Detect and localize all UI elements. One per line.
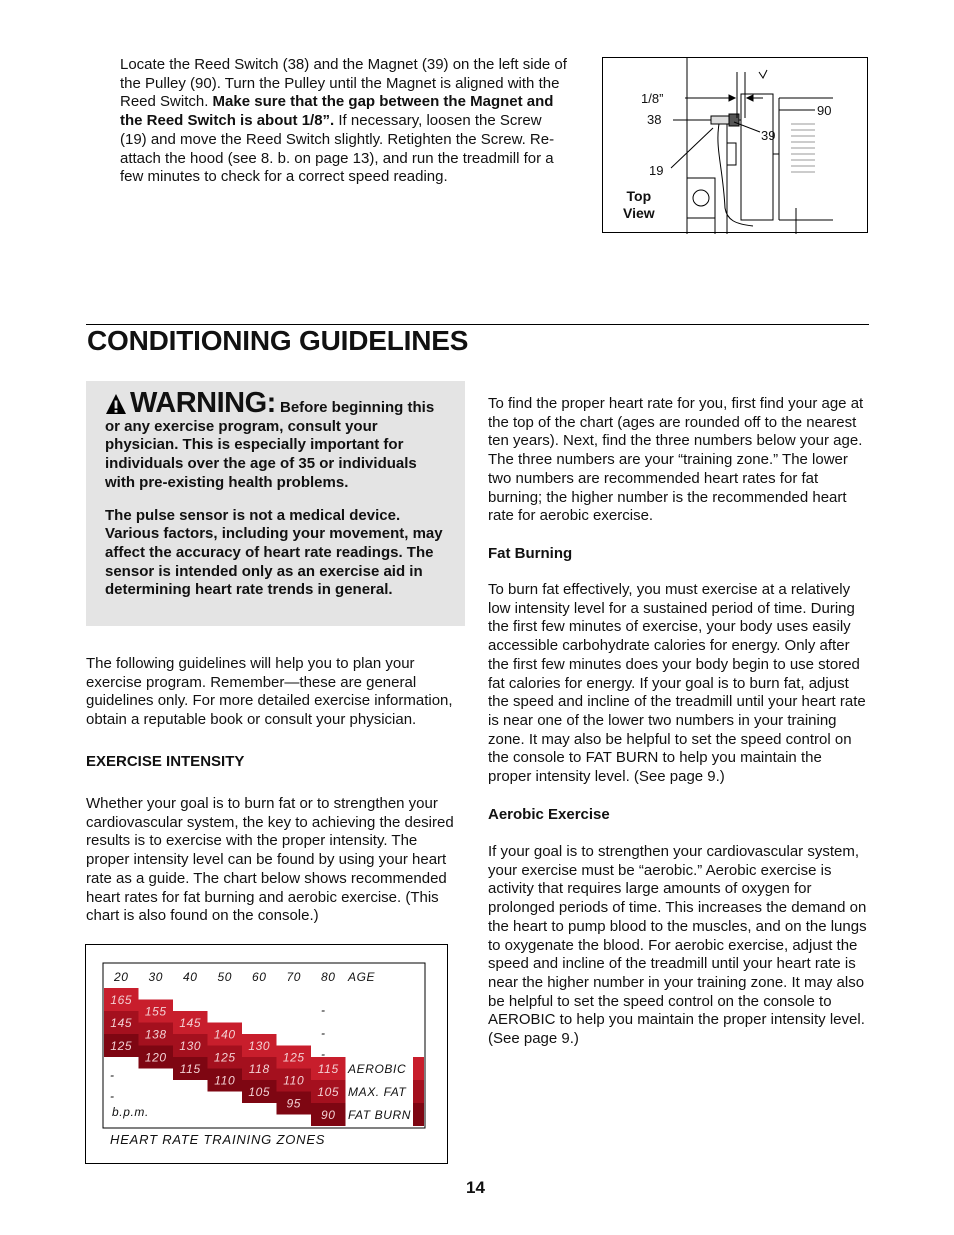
guidelines-paragraph: The following guidelines will help you to plan your exercise program. Remember—these are general guidelines only. For more detailed exercise information, obtain a reputable book or consult your physician. xyxy=(86,655,453,729)
zone-value-label: 110 xyxy=(283,1073,305,1088)
intro-paragraph: Locate the Reed Switch (38) and the Magnet (39) on the left side of the Pulley (90). Turn the Pulley until the Magnet is aligned with the Reed Switch. Make sure that the gap between the Magnet and the Reed Switch is about 1/8”. If necessary, loosen the Screw (19) and move the Reed Switch slightly. Retighten the Screw. Re-attach the hood (see 8. b. on page 13), and run the treadmill for a few minutes to check for a correct speed reading. xyxy=(120,56,567,186)
heart-rate-chart-svg xyxy=(86,945,449,1165)
age-tick-label: 70 xyxy=(286,970,302,984)
fat-burning-paragraph: To burn fat effectively, you must exercise at a relatively low intensity level for a sustained period of time. During the first few minutes of exercise, your body uses easily accessible carbohydrate calories for energy. Only after the first few minutes does your body begin to use stored fat calories for energy. If your goal is to burn fat, adjust the speed and incline of the treadmill until your heart rate is near one of the lower two numbers in your training zone. It may also be helpful to set the speed control on the console to FAT BURN to help you maintain the proper intensity level. (See page 9.) xyxy=(488,581,866,786)
dash-marker: - xyxy=(321,1003,326,1017)
zone-value-label: 155 xyxy=(144,1004,167,1019)
zone-color-strip xyxy=(413,1103,424,1126)
zone-value-label: 105 xyxy=(317,1085,340,1099)
top-view-label: Top View xyxy=(623,188,655,221)
zone-value-label: 138 xyxy=(144,1027,167,1042)
aerobic-paragraph: If your goal is to strengthen your cardiovascular system, your exercise must be “aerobic.” Aerobic exercise is activity that requires large amounts of oxygen for prolonged periods of time. This increases the demand on the heart to pump blood to the muscles, and on the lungs to oxygenate the blood. For aerobic exercise, adjust the speed and incline of the treadmill until your heart rate is near the higher number in your training zone. It may also be helpful to set the speed control on the console to AEROBIC to help you maintain the proper intensity level. (See page 9.) xyxy=(488,843,867,1048)
reed-switch-figure xyxy=(602,57,868,233)
section-title: CONDITIONING GUIDELINES xyxy=(87,325,469,356)
label-90: 90 xyxy=(817,103,832,118)
zone-value-label: 130 xyxy=(248,1039,271,1053)
zone-value-label: 145 xyxy=(110,1016,133,1030)
age-tick-label: 20 xyxy=(113,970,129,984)
zone-value-label: 115 xyxy=(179,1062,201,1076)
age-tick-label: 50 xyxy=(217,970,233,984)
dash-marker: - xyxy=(110,1089,115,1103)
label-19: 19 xyxy=(649,163,664,178)
zone-value-label: 125 xyxy=(213,1050,236,1065)
zone-value-label: 125 xyxy=(110,1039,133,1053)
zone-value-label: 165 xyxy=(110,993,133,1007)
zone-series-label: AEROBIC xyxy=(348,1062,407,1076)
zone-value-label: 120 xyxy=(144,1050,167,1065)
age-tick-label: 60 xyxy=(251,970,267,984)
zone-value-label: 95 xyxy=(286,1096,302,1111)
zone-value-label: 125 xyxy=(282,1050,305,1065)
zone-color-strip xyxy=(413,1080,424,1103)
age-tick-label: 40 xyxy=(182,970,198,984)
zone-value-label: 110 xyxy=(214,1073,236,1088)
unit-label: b.p.m. xyxy=(112,1105,149,1119)
chart-title: HEART RATE TRAINING ZONES xyxy=(110,1132,326,1147)
right-intro-paragraph: To find the proper heart rate for you, first find your age at the top of the chart (ages are rounded off to the nearest ten years). Next, find the three numbers below your age. The three numbers are your “training zone.” The lower two numbers are recommended heart rates for fat burning; the higher number is the recommended heart rate for aerobic exercise. xyxy=(488,395,864,525)
zone-value-label: 105 xyxy=(248,1085,271,1099)
dash-marker: - xyxy=(110,1068,115,1082)
page-number: 14 xyxy=(466,1178,485,1197)
warning-triangle-icon xyxy=(105,393,127,415)
zone-series-label: MAX. FAT xyxy=(348,1085,407,1099)
label-39: 39 xyxy=(761,128,776,143)
fat-burning-heading: Fat Burning xyxy=(488,545,573,562)
warning-heading: WARNING: xyxy=(130,387,276,419)
zone-value-label: 118 xyxy=(248,1062,270,1076)
exercise-intensity-heading: EXERCISE INTENSITY xyxy=(86,753,245,770)
age-tick-label: 30 xyxy=(148,970,164,984)
zone-value-label: 90 xyxy=(320,1108,336,1122)
gap-label: 1/8” xyxy=(641,91,664,106)
label-38: 38 xyxy=(647,112,662,127)
warning-paragraph-1: WARNING: Before beginning this or any exercise program, consult your physician. This is especially important for individuals over the age of 35 or individuals with pre-existing health problems. xyxy=(105,387,435,491)
zone-series-label: FAT BURN xyxy=(348,1108,412,1122)
zone-value-label: 140 xyxy=(213,1027,236,1042)
dash-marker: - xyxy=(321,1026,326,1040)
warning-paragraph-2: The pulse sensor is not a medical device. Various factors, including your movement, may affect the accuracy of heart rate readings. The sensor is intended only as an exercise aid in determining heart rate trends in general. xyxy=(105,506,443,599)
zone-color-strip xyxy=(413,1057,424,1080)
aerobic-heading: Aerobic Exercise xyxy=(488,806,610,823)
zone-value-label: 130 xyxy=(179,1039,202,1053)
intensity-paragraph: Whether your goal is to burn fat or to strengthen your cardiovascular system, the key to achieving the desired results is to exercise with the proper intensity. The proper intensity level can be found by using your heart rate as a guide. The chart below shows recommended heart rates for fat burning and aerobic exercise. (This chart is also found on the console.) xyxy=(86,795,454,925)
age-axis-label: AGE xyxy=(348,970,376,984)
dash-marker: - xyxy=(321,1047,326,1061)
warning-box xyxy=(86,381,465,626)
zone-value-label: 145 xyxy=(179,1016,202,1030)
age-tick-label: 80 xyxy=(320,970,336,984)
intro-bold-text: Make sure that the gap between the Magnet and the Reed Switch is about 1/8”. xyxy=(120,93,554,130)
heart-rate-chart xyxy=(85,944,448,1164)
zone-value-label: 115 xyxy=(317,1062,339,1076)
